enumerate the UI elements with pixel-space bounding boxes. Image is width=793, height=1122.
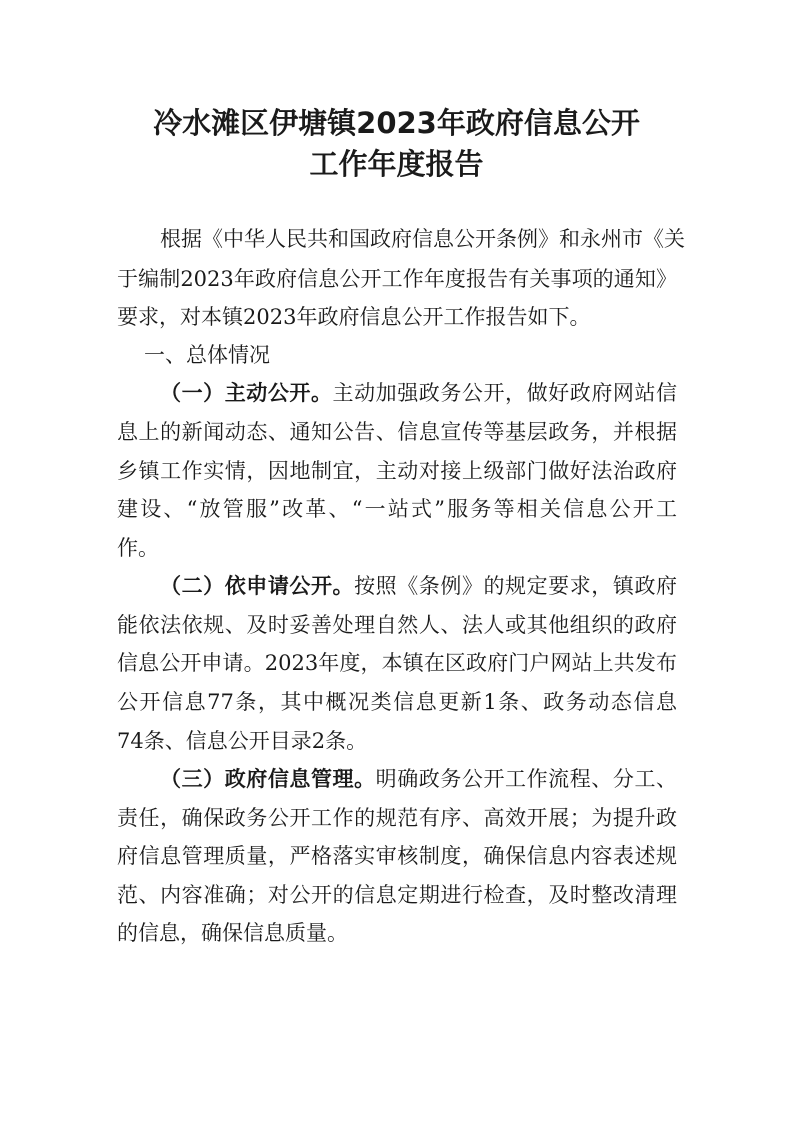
sub2-line-1-rest: 按照《条例》的规定要求，镇政府 (354, 574, 678, 598)
sub1-line-3: 乡镇工作实情，因地制宜，主动对接上级部门做好法治政府 (117, 459, 677, 483)
sub2-line-2: 能依法依规、及时妥善处理自然人、法人或其他组织的政府 (117, 613, 677, 637)
intro-line-3: 要求，对本镇2023年政府信息公开工作报告如下。 (117, 305, 591, 329)
sub2-line-4: 公开信息77条，其中概况类信息更新1条、政务动态信息 (117, 690, 677, 714)
sub3-lead: （三）政府信息管理。 (160, 767, 376, 791)
intro-line-1: 根据《中华人民共和国政府信息公开条例》和永州市《关 (160, 227, 685, 251)
intro-line-2: 于编制2023年政府信息公开工作年度报告有关事项的通知》 (117, 267, 677, 291)
sub1-line-5: 作。 (117, 536, 159, 560)
sub3-line-2: 责任，确保政务公开工作的规范有序、高效开展；为提升政 (117, 806, 677, 830)
sub2-line-5: 74条、信息公开目录2条。 (117, 729, 368, 753)
sub3-line-4: 范、内容准确；对公开的信息定期进行检查，及时整改清理 (117, 883, 677, 907)
sub2-line-3: 信息公开申请。2023年度，本镇在区政府门户网站上共发布 (117, 651, 677, 675)
sub1-line-4: 建设、“放管服”改革、“一站式”服务等相关信息公开工 (117, 497, 677, 521)
sub3-line-5: 的信息，确保信息质量。 (117, 921, 348, 945)
report-title-line-2: 工作年度报告 (309, 147, 484, 181)
sub1-line-2: 息上的新闻动态、通知公告、信息宣传等基层政务，并根据 (117, 420, 677, 444)
section-heading-overview: 一、总体情况 (144, 343, 270, 367)
sub1-line-1-rest: 主动加强政务公开，做好政府网站信 (332, 381, 678, 405)
sub1-lead: （一）主动公开。 (160, 381, 333, 405)
sub1-line-1 (160, 383, 677, 404)
sub2-line-1 (160, 576, 677, 597)
sub2-lead: （二）依申请公开。 (160, 574, 355, 598)
sub3-line-3: 府信息管理质量，严格落实审核制度，确保信息内容表述规 (117, 844, 677, 868)
report-title-line-1: 冷水滩区伊塘镇2023年政府信息公开 (153, 106, 640, 140)
sub3-line-1 (160, 769, 677, 790)
sub3-line-1-rest: 明确政务公开工作流程、分工、 (375, 767, 678, 791)
